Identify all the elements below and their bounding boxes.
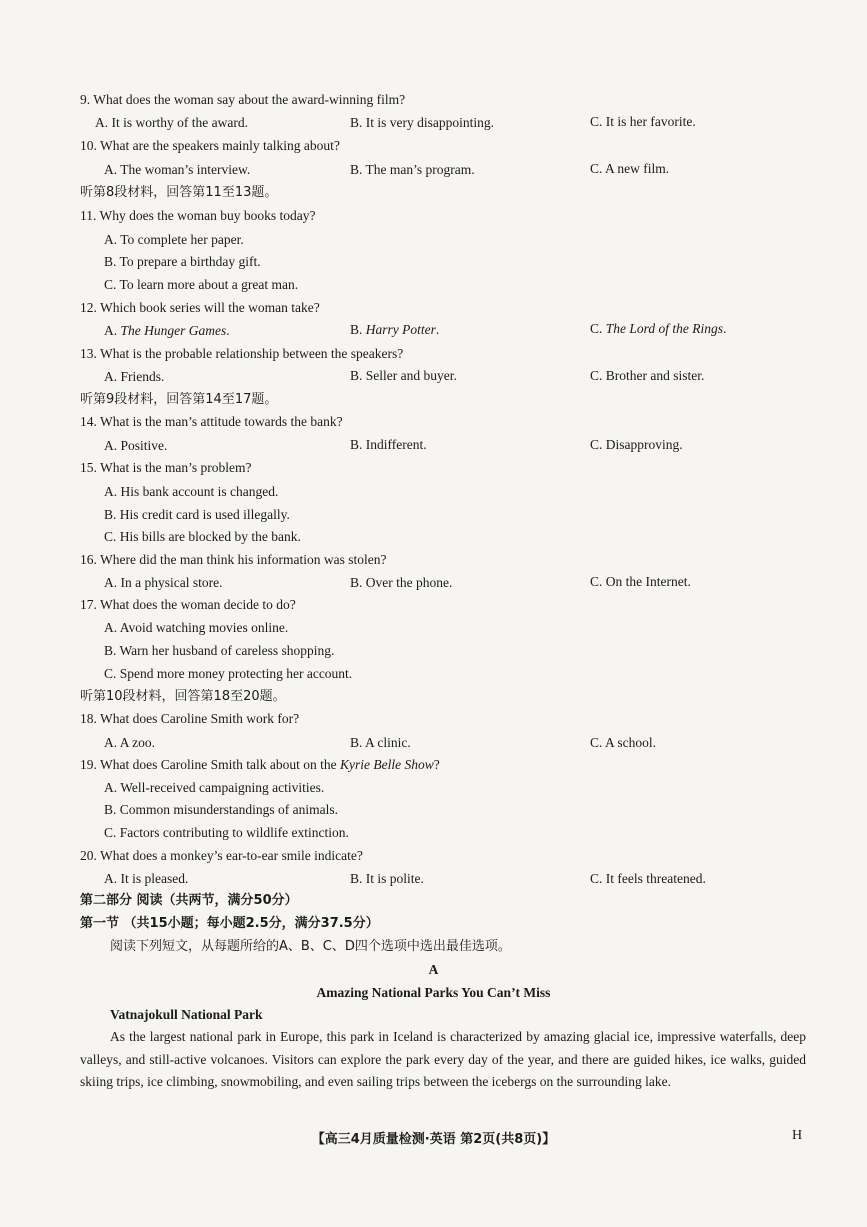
reading-instruction: 阅读下列短文，从每题所给的A、B、C、D四个选项中选出最佳选项。 bbox=[110, 939, 511, 954]
q18-option-c: C. A school. bbox=[590, 735, 657, 750]
q15-option-c: C. His bills are blocked by the bank. bbox=[104, 529, 301, 544]
question-17: 17. What does the woman decide to do? bbox=[80, 597, 296, 612]
section-10-instruction: 听第10段材料，回答第18至20题。 bbox=[80, 689, 286, 704]
question-16: 16. Where did the man think his information was stolen? bbox=[80, 552, 387, 567]
q18-option-b: B. A clinic. bbox=[350, 735, 411, 750]
q17-option-c: C. Spend more money protecting her account. bbox=[104, 666, 353, 681]
question-11: 11. Why does the woman buy books today? bbox=[80, 208, 316, 223]
q13-option-c: C. Brother and sister. bbox=[590, 368, 705, 383]
q14-option-c: C. Disapproving. bbox=[590, 437, 683, 452]
passage-paragraph: As the largest national park in Europe, this park in Iceland is characterized by amazing glacial ice, impressive waterfalls, deep valleys, and still-active volcanoes. Visitors can explore the park every day of the year, and there are guided hikes, ice walks, guided skiing trips, ice climbing, snowmobiling, and even sailing trips between the icebergs on the surrounding lake. bbox=[80, 1029, 806, 1090]
q10-option-b: B. The man’s program. bbox=[350, 162, 475, 177]
question-20: 20. What does a monkey’s ear-to-ear smile indicate? bbox=[80, 848, 363, 863]
q12-option-c: C. The Lord of the Rings. bbox=[590, 321, 727, 336]
q18-option-a: A. A zoo. bbox=[104, 735, 156, 750]
question-19: 19. What does Caroline Smith talk about on the Kyrie Belle Show? bbox=[80, 757, 440, 772]
q11-option-c: C. To learn more about a great man. bbox=[104, 277, 299, 292]
question-10: 10. What are the speakers mainly talking about? bbox=[80, 138, 340, 153]
park-heading: Vatnajokull National Park bbox=[110, 1007, 263, 1022]
question-14: 14. What is the man’s attitude towards the bank? bbox=[80, 414, 343, 429]
q16-option-c: C. On the Internet. bbox=[590, 574, 691, 589]
q19-option-b: B. Common misunderstandings of animals. bbox=[104, 802, 338, 817]
q12-option-a: A. The Hunger Games. bbox=[104, 323, 230, 338]
q13-option-b: B. Seller and buyer. bbox=[350, 368, 457, 383]
q15-option-a: A. His bank account is changed. bbox=[104, 484, 279, 499]
section-8-instruction: 听第8段材料，回答第11至13题。 bbox=[80, 185, 278, 200]
q19-option-a: A. Well-received campaigning activities. bbox=[104, 780, 325, 795]
q9-option-a: A. It is worthy of the award. bbox=[95, 115, 248, 130]
q17-option-a: A. Avoid watching movies online. bbox=[104, 620, 289, 635]
q17-option-b: B. Warn her husband of careless shopping. bbox=[104, 643, 335, 658]
question-12: 12. Which book series will the woman take? bbox=[80, 300, 320, 315]
reading-part-title: 第二部分 阅读（共两节，满分50分） bbox=[80, 893, 298, 908]
section-9-instruction: 听第9段材料，回答第14至17题。 bbox=[80, 392, 278, 407]
q13-option-a: A. Friends. bbox=[104, 369, 165, 384]
question-18: 18. What does Caroline Smith work for? bbox=[80, 711, 300, 726]
q16-option-b: B. Over the phone. bbox=[350, 575, 453, 590]
question-9: 9. What does the woman say about the award-winning film? bbox=[80, 92, 406, 107]
passage-letter: A bbox=[428, 962, 439, 977]
version-mark: H bbox=[792, 1128, 803, 1143]
q10-option-a: A. The woman’s interview. bbox=[104, 162, 251, 177]
q20-option-a: A. It is pleased. bbox=[104, 871, 189, 886]
q16-option-a: A. In a physical store. bbox=[104, 575, 223, 590]
q10-option-c: C. A new film. bbox=[590, 161, 670, 176]
q9-option-c: C. It is her favorite. bbox=[590, 114, 696, 129]
question-15: 15. What is the man’s problem? bbox=[80, 460, 252, 475]
reading-section-1: 第一节 （共15小题；每小题2.5分，满分37.5分） bbox=[80, 916, 379, 931]
q20-option-c: C. It feels threatened. bbox=[590, 871, 706, 886]
q19-option-c: C. Factors contributing to wildlife extinction. bbox=[104, 825, 349, 840]
q12-option-b: B. Harry Potter. bbox=[350, 322, 440, 337]
q15-option-b: B. His credit card is used illegally. bbox=[104, 507, 290, 522]
q11-option-a: A. To complete her paper. bbox=[104, 232, 244, 247]
q9-option-b: B. It is very disappointing. bbox=[350, 115, 494, 130]
q14-option-b: B. Indifferent. bbox=[350, 437, 427, 452]
q14-option-a: A. Positive. bbox=[104, 438, 168, 453]
question-13: 13. What is the probable relationship between the speakers? bbox=[80, 346, 404, 361]
q20-option-b: B. It is polite. bbox=[350, 871, 424, 886]
passage-title: Amazing National Parks You Can’t Miss bbox=[316, 985, 551, 1000]
q11-option-b: B. To prepare a birthday gift. bbox=[104, 254, 261, 269]
page-footer: 【高三4月质量检测·英语 第2页(共8页)】 bbox=[311, 1132, 556, 1147]
